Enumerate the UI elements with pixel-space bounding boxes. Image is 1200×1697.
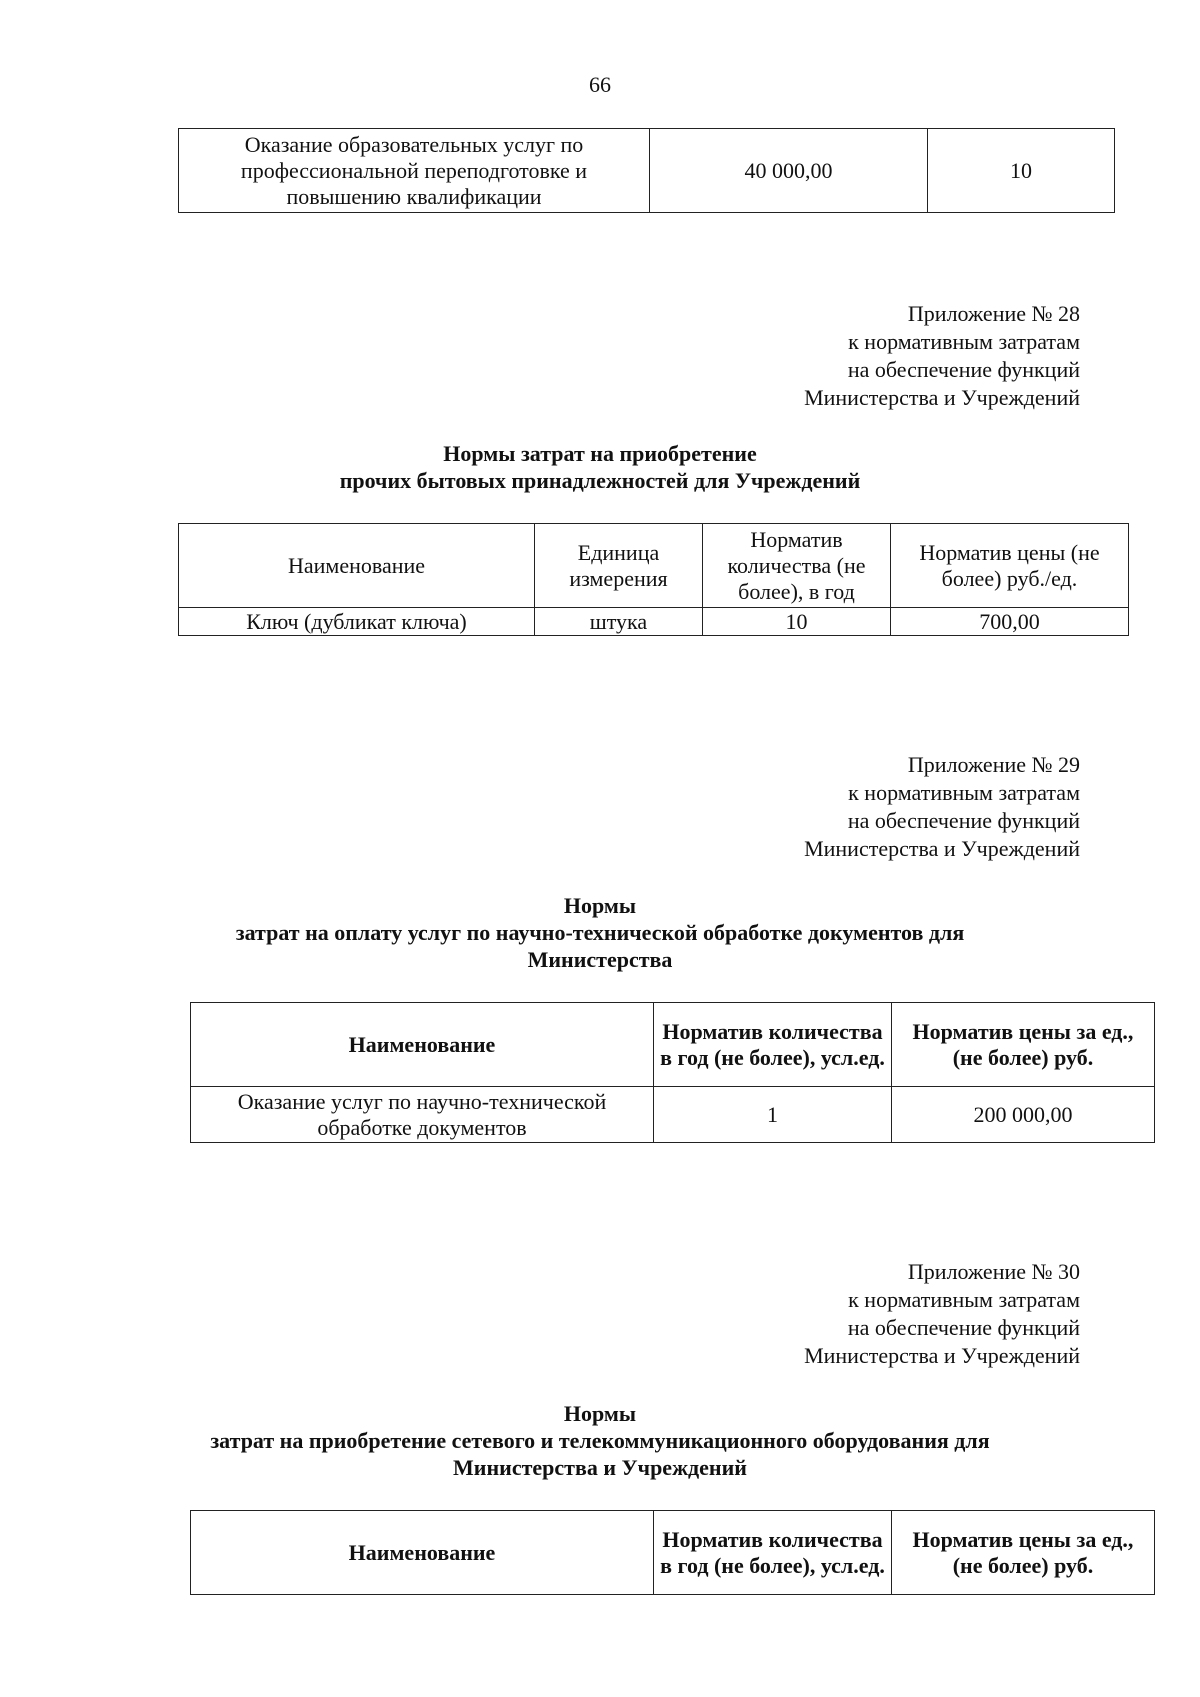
appendix-line: Приложение № 28 <box>907 301 1080 326</box>
table-row <box>191 1087 1155 1143</box>
cell-price: 200 000,00 <box>892 1087 1155 1143</box>
header-price: Норматив цены за ед., (не более) руб. <box>892 1003 1155 1087</box>
appendix-line: к нормативным затратам <box>848 1287 1080 1312</box>
title-line: прочих бытовых принадлежностей для Учреждений <box>339 468 861 493</box>
appendix-30-title <box>0 1400 1200 1481</box>
appendix-28-header <box>804 300 1080 412</box>
header-unit: Единица измерения <box>535 524 703 608</box>
table-row <box>179 608 1129 636</box>
table-header-row <box>191 1511 1155 1595</box>
title-line: Нормы <box>563 1401 637 1426</box>
header-price: Норматив цены за ед., (не более) руб. <box>892 1511 1155 1595</box>
appendix-30-table <box>190 1510 1155 1595</box>
appendix-29-title <box>0 892 1200 973</box>
appendix-line: на обеспечение функций <box>847 357 1080 382</box>
title-line: Нормы <box>563 893 637 918</box>
cell-quantity: 1 <box>654 1087 892 1143</box>
title-line: Министерства <box>527 947 673 972</box>
header-name: Наименование <box>191 1003 654 1087</box>
appendix-line: Министерства и Учреждений <box>804 385 1080 410</box>
header-quantity: Норматив количества (не более), в год <box>703 524 891 608</box>
table-cell-name: Оказание образовательных услуг по профессиональной переподготовке и повышению квалификации <box>179 129 650 213</box>
cell-unit: штука <box>535 608 703 636</box>
table-cell-price: 40 000,00 <box>650 129 928 213</box>
top-continuation-table <box>178 128 1115 213</box>
header-price: Норматив цены (не более) руб./ед. <box>891 524 1129 608</box>
header-quantity: Норматив количества в год (не более), усл.ед. <box>654 1511 892 1595</box>
table-header-row <box>191 1003 1155 1087</box>
title-line: затрат на приобретение сетевого и телекоммуникационного оборудования для <box>210 1428 990 1453</box>
table-header-row <box>179 524 1129 608</box>
appendix-29-table <box>190 1002 1155 1143</box>
cell-quantity: 10 <box>703 608 891 636</box>
appendix-line: Министерства и Учреждений <box>804 1343 1080 1368</box>
appendix-line: на обеспечение функций <box>847 808 1080 833</box>
header-name: Наименование <box>191 1511 654 1595</box>
appendix-line: к нормативным затратам <box>848 329 1080 354</box>
title-line: Министерства и Учреждений <box>453 1455 747 1480</box>
appendix-line: на обеспечение функций <box>847 1315 1080 1340</box>
appendix-line: Приложение № 29 <box>907 752 1080 777</box>
appendix-28-table <box>178 523 1129 636</box>
cell-name: Оказание услуг по научно-технической обработке документов <box>191 1087 654 1143</box>
appendix-line: Приложение № 30 <box>907 1259 1080 1284</box>
header-name: Наименование <box>179 524 535 608</box>
title-line: затрат на оплату услуг по научно-технической обработке документов для <box>235 920 965 945</box>
cell-name: Ключ (дубликат ключа) <box>179 608 535 636</box>
header-quantity: Норматив количества в год (не более), усл.ед. <box>654 1003 892 1087</box>
table-cell-quantity: 10 <box>928 129 1115 213</box>
table-row <box>179 129 1115 213</box>
appendix-30-header <box>804 1258 1080 1370</box>
appendix-28-title <box>0 440 1200 494</box>
appendix-line: к нормативным затратам <box>848 780 1080 805</box>
title-line: Нормы затрат на приобретение <box>443 441 757 466</box>
appendix-29-header <box>804 751 1080 863</box>
appendix-line: Министерства и Учреждений <box>804 836 1080 861</box>
page-number: 66 <box>589 72 611 97</box>
cell-price: 700,00 <box>891 608 1129 636</box>
